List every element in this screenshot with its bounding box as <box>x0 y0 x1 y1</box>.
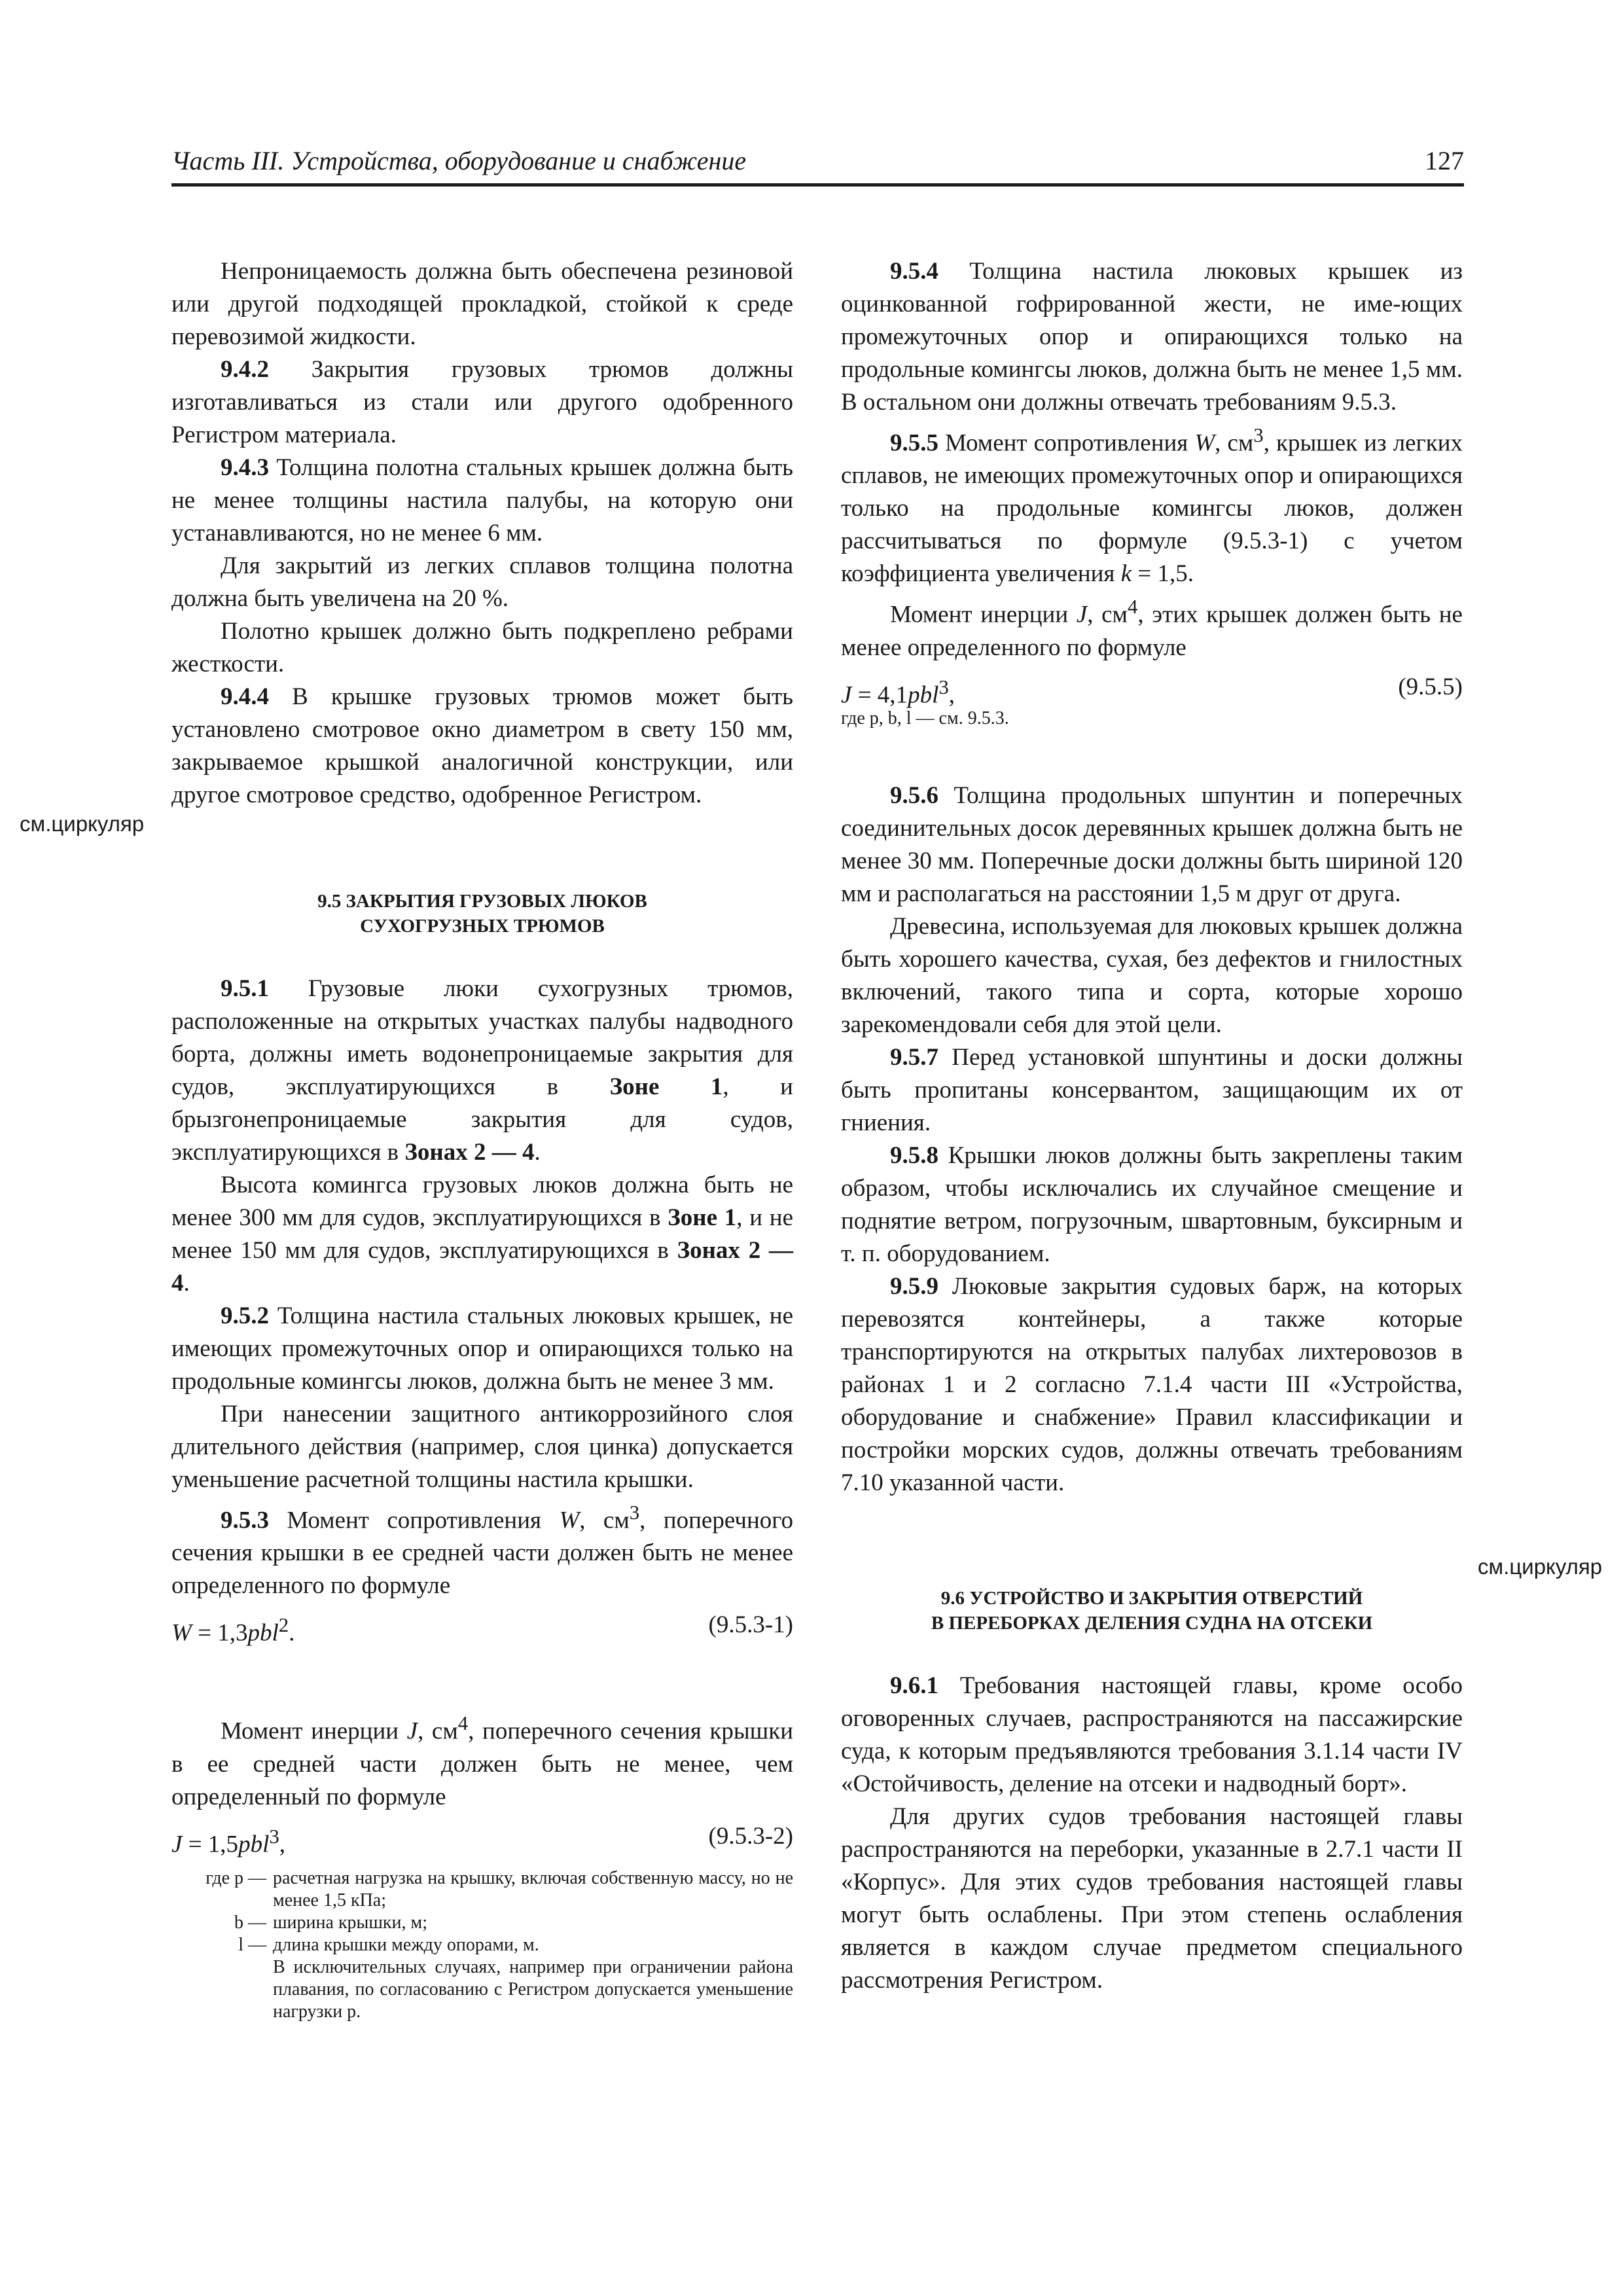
paragraph-9-4-3: 9.4.3 Толщина полотна стальных крышек должна быть не менее толщины настила палубы, на которую они устанавливаются, но не менее 6 мм. <box>171 454 793 547</box>
paragraph-9-5-1: 9.5.1 Грузовые люки сухогрузных трюмов, расположенные на открытых участках палубы надводного борта, должны иметь водонепроницаемые закрытия для судов, эксплуатирующихся в Зоне 1, и брызгонепроницаемые закрытия для судов, эксплуатирующихся в Зонах 2 — 4. <box>171 975 793 1166</box>
paragraph-9-5-6: 9.5.6 Толщина продольных шпунтин и поперечных соединительных досок деревянных крышек должна быть не менее 30 мм. Поперечные доски должны быть шириной 120 мм и располагаться на расстоянии 1,5 м друг от друга. <box>841 781 1463 907</box>
clause-number: 9.4.3 <box>221 454 269 481</box>
paragraph-9-4-2: 9.4.2 Закрытия грузовых трюмов должны изготавливаться из стали или другого одобренного Регистром материала. <box>171 356 793 448</box>
clause-number: 9.6.1 <box>890 1672 938 1699</box>
paragraph-9-6-1: 9.6.1 Требования настоящей главы, кроме особо оговоренных случаев, распространяются на пассажирские суда, к которым предъявляются требования 3.1.14 части IV «Остойчивость, деление на отсеки и надводный борт». <box>841 1672 1463 1797</box>
section-heading-9-5: 9.5 ЗАКРЫТИЯ ГРУЗОВЫХ ЛЮКОВ СУХОГРУЗНЫХ ТРЮМОВ <box>317 891 647 937</box>
page-number: 127 <box>1425 146 1464 175</box>
running-header <box>171 143 1464 187</box>
clause-number: 9.5.8 <box>890 1141 938 1169</box>
paragraph-9-5-3: 9.5.3 Момент сопротивления W, $см^3$, поперечного сечения крышки в ее средней части должен быть не менее определенного по формуле <box>171 1501 793 1600</box>
equation-number: (9.5.5) <box>1398 673 1463 700</box>
equation-9-5-5: J = 4,1pbl$^3$, (9.5.5) <box>841 671 1463 708</box>
paragraph-9-4-4: 9.4.4 В крышке грузовых трюмов может быть установлено смотровое окно диаметром в свету 150 мм, закрываемое крышкой аналогичной конструкции, или другое смотровое средство, одобренное Регистром. <box>171 683 793 808</box>
clause-number: 9.5.1 <box>221 975 269 1002</box>
equation-9-5-3-2: J = 1,5pbl$^3$, (9.5.3-2) <box>171 1820 793 1857</box>
left-column <box>171 255 793 2023</box>
header-title: Часть III. Устройства, оборудование и снабжение <box>171 146 747 175</box>
clause-number: 9.5.2 <box>221 1302 269 1329</box>
equation-9-5-3-1: W = 1,3pbl$^2$. (9.5.3-1) <box>171 1609 793 1645</box>
clause-number: 9.4.4 <box>221 683 269 710</box>
clause-number: 9.5.3 <box>221 1507 269 1534</box>
clause-number: 9.4.2 <box>221 356 269 383</box>
paragraph-9-5-2: 9.5.2 Толщина настила стальных люковых крышек, не имеющих промежуточных опор и опирающихся только на продольные комингсы люков, должна быть не менее 3 мм. <box>171 1302 793 1395</box>
paragraph: Момент инерции J, $см^4$, этих крышек должен быть не менее определенного по формуле <box>841 596 1463 661</box>
paragraph: При нанесении защитного антикоррозийного слоя длительного действия (например, слоя цинка) допускается уменьшение расчетной толщины настила крышки. <box>171 1401 793 1493</box>
clause-number: 9.5.9 <box>890 1272 938 1300</box>
where-clause: где p — расчетная нагрузка на крышку, включая собственную массу, но не менее 1,5 кПа; <box>205 1867 793 1910</box>
paragraph: Высота комингса грузовых люков должна быть не менее 300 мм для судов, эксплуатирующихся в Зоне 1, и не менее 150 мм для судов, эксплуатирующихся в Зонах 2 — 4. <box>171 1172 793 1297</box>
paragraph-9-5-7: 9.5.7 Перед установкой шпунтины и доски должны быть пропитаны консервантом, защищающим их от гниения. <box>841 1043 1463 1136</box>
clause-number: 9.5.5 <box>890 429 938 457</box>
margin-note-right: см.циркуляр <box>1478 1554 1603 1579</box>
paragraph-9-5-4: 9.5.4 Толщина настила люковых крышек из оцинкованной гофрированной жести, не име-ющих промежуточных опор и опирающихся только на продольные комингсы люков, должна быть не менее 1,5 мм. В остальном они должны отвечать требованиям 9.5.3. <box>841 258 1463 416</box>
paragraph: Момент инерции J, $см^4$, поперечного сечения крышки в ее средней части должен быть не менее, чем определенный по формуле <box>171 1712 793 1810</box>
paragraph-9-5-9: 9.5.9 Люковые закрытия судовых барж, на которых перевозятся контейнеры, а также которые транспортируются на открытых палубах лихтеровозов в районах 1 и 2 согласно 7.1.4 части III «Устройства, оборудование и снабжение» Правил классификации и постройки морских судов, должны отвечать требованиям 7.10 указанной части. <box>841 1272 1463 1496</box>
margin-note-left: см.циркуляр <box>20 812 145 836</box>
equation-number: (9.5.3-2) <box>708 1822 793 1850</box>
paragraph: Для других судов требования настоящей главы распространяются на переборки, указанные в 2.7.1 части II «Корпус». Для этих судов требования настоящей главы могут быть ослаблены. При этом степень ослабления является в каждом случае предметом специального рассмотрения Регистром. <box>841 1803 1463 1994</box>
paragraph: Непроницаемость должна быть обеспечена резиновой или другой подходящей прокладкой, стойкой к среде перевозимой жидкости. <box>171 258 793 350</box>
paragraph-9-5-5: 9.5.5 Момент сопротивления W, $см^3$, крышек из легких сплавов, не имеющих промежуточных опор и опирающихся только на продольные комингсы люков, должен рассчитываться по формуле (9.5.3-1) с учетом коэффициента увеличения k = 1,5. <box>841 424 1463 588</box>
paragraph: Древесина, используемая для люковых крышек должна быть хорошего качества, сухая, без дефектов и гнилостных включений, такого типа и сорта, которые хорошо зарекомендовали себя для этой цели. <box>841 912 1463 1038</box>
where-note: В исключительных случаях, например при ограничении района плавания, по согласованию с Регистром допускается уменьшение нагрузки p. <box>273 1956 793 2022</box>
where-clause: l — длина крышки между опорами, м. <box>238 1934 539 1955</box>
where-clause: b — ширина крышки, м; <box>234 1912 428 1933</box>
where-clause: где p, b, l — см. 9.5.3. <box>841 708 1009 728</box>
paragraph-9-5-8: 9.5.8 Крышки люков должны быть закреплены таким образом, чтобы исключались их случайное смещение и поднятие ветром, погрузочным, швартовным, буксирным и т. п. оборудованием. <box>841 1141 1463 1267</box>
paragraph: Для закрытий из легких сплавов толщина полотна должна быть увеличена на 20 %. <box>171 552 793 612</box>
paragraph: Полотно крышек должно быть подкреплено ребрами жесткости. <box>171 618 793 677</box>
clause-number: 9.5.7 <box>890 1043 938 1071</box>
clause-number: 9.5.6 <box>890 781 938 809</box>
right-column <box>841 255 1463 1997</box>
equation-number: (9.5.3-1) <box>708 1611 793 1639</box>
section-heading-9-6: 9.6 УСТРОЙСТВО И ЗАКРЫТИЯ ОТВЕРСТИЙ В ПЕРЕБОРКАХ ДЕЛЕНИЯ СУДНА НА ОТСЕКИ <box>931 1587 1373 1634</box>
clause-number: 9.5.4 <box>890 258 938 285</box>
